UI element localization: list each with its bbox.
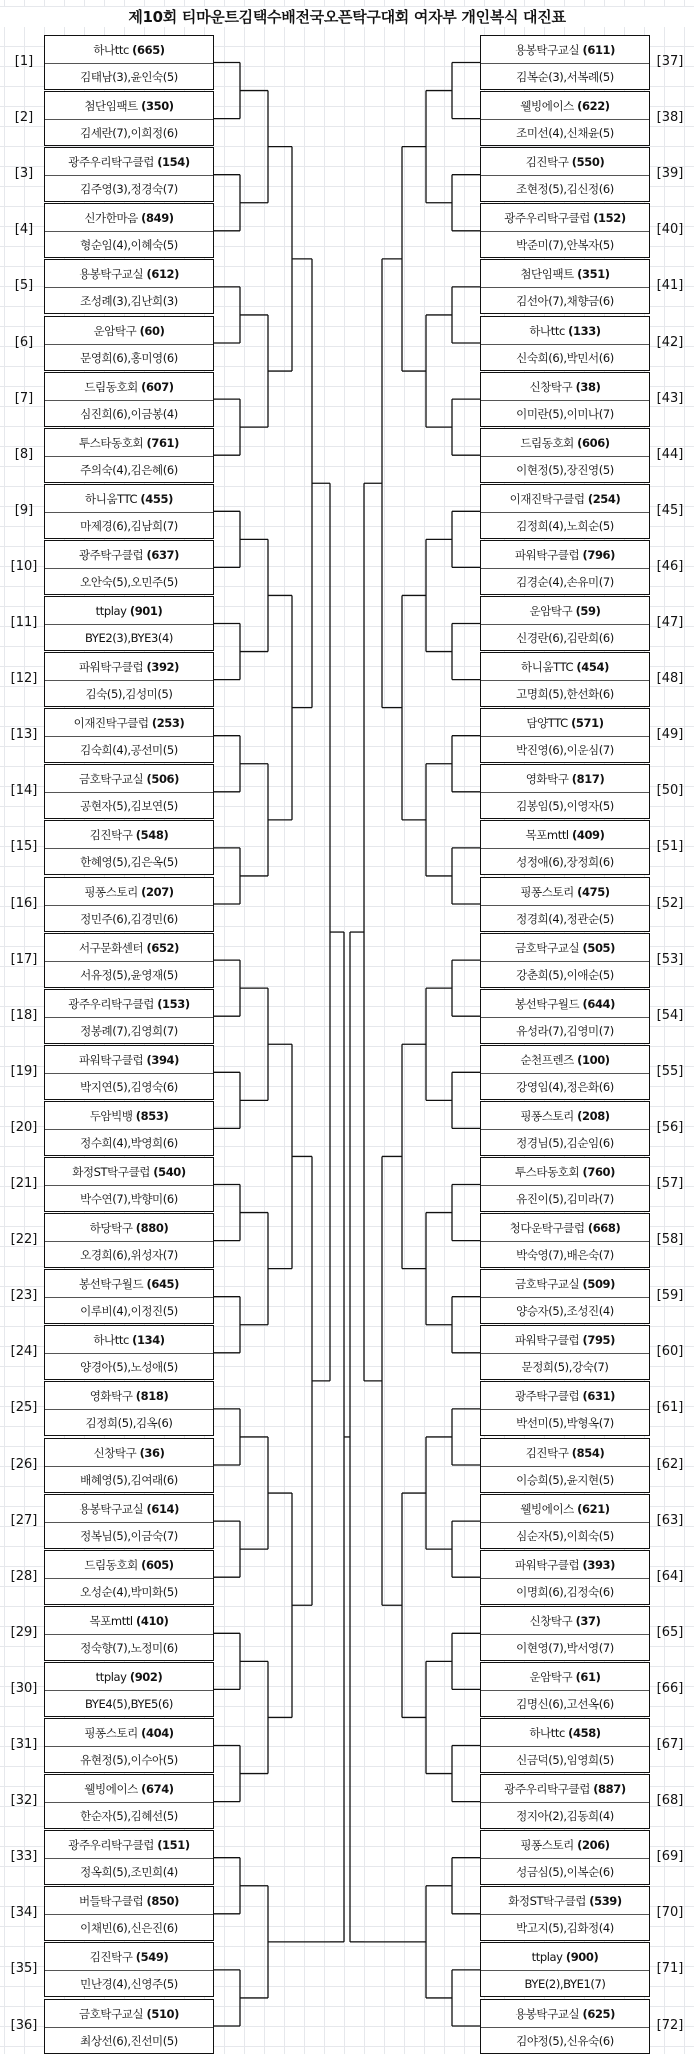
- club-name: 하나ttc: [93, 43, 133, 57]
- player-names: 박숙영(7),배은숙(7): [516, 1248, 614, 1263]
- seed-number: [15]: [10, 839, 38, 855]
- player-names: 심진희(6),이금봉(4): [80, 406, 178, 421]
- player-names: 유성라(7),김영미(7): [516, 1023, 614, 1038]
- seed-number: [36]: [10, 2017, 38, 2033]
- entry-number: (901): [129, 604, 163, 618]
- page-title: 제10회 티마운트김택수배전국오픈탁구대회 여자부 개인복식 대진표: [0, 7, 694, 27]
- player-names: 유현정(5),이수아(5): [80, 1753, 178, 1767]
- entry-number: (614): [146, 1501, 180, 1516]
- seed-number: [13]: [10, 727, 38, 743]
- entry-number: (458): [568, 1726, 601, 1740]
- player-names: 민난경(4),신영주(5): [80, 1977, 178, 1992]
- player-names: 정경희(4),정관순(5): [516, 911, 614, 926]
- seed-number: [56]: [656, 1119, 684, 1135]
- entry-number: (154): [157, 155, 190, 170]
- player-names: 김숙희(4),공선미(5): [80, 743, 178, 758]
- entry-number: (61): [575, 1669, 601, 1684]
- seed-number: [32]: [10, 1793, 38, 1809]
- player-names: 신숙희(6),박민서(6): [516, 350, 614, 365]
- seed-number: [12]: [10, 671, 38, 687]
- seed-number: [47]: [656, 615, 684, 630]
- club-name: 핑퐁스토리: [520, 1838, 578, 1853]
- seed-number: [50]: [656, 783, 684, 799]
- player-names: 고명희(5),한선화(6): [516, 687, 614, 702]
- club-name: ttplay: [531, 1950, 566, 1965]
- club-name: 하니움TTC: [85, 491, 141, 506]
- entry-number: (760): [582, 1165, 616, 1179]
- seed-number: [20]: [10, 1119, 38, 1135]
- club-name: 하나ttc: [93, 1333, 133, 1348]
- club-name: 파워탁구클럽: [514, 1557, 583, 1572]
- entry-number: (455): [140, 491, 173, 506]
- player-names: 주의숙(4),김은혜(6): [80, 462, 178, 477]
- club-name: 신창탁구: [93, 1445, 140, 1460]
- entry-number: (350): [141, 99, 174, 114]
- entry-number: (849): [141, 211, 174, 226]
- entry-number: (510): [146, 2006, 180, 2021]
- seed-number: [39]: [656, 166, 684, 182]
- seed-number: [7]: [14, 390, 34, 406]
- player-names: 이미란(5),이미나(7): [516, 406, 614, 421]
- entry-number: (539): [589, 1894, 622, 1909]
- club-name: 하당탁구: [89, 1221, 136, 1236]
- entry-number: (621): [577, 1501, 610, 1516]
- seed-number: [37]: [656, 54, 684, 69]
- club-name: 서구문화센터: [78, 940, 147, 955]
- entry-number: (668): [587, 1221, 621, 1236]
- player-names: 조현정(5),김신정(6): [516, 182, 614, 197]
- entry-number: (153): [157, 996, 190, 1011]
- seed-number: [51]: [656, 839, 684, 855]
- player-names: 정봉례(7),김영희(7): [80, 1023, 178, 1038]
- club-name: 목포mttl: [525, 828, 572, 843]
- club-name: 운암탁구: [529, 604, 576, 618]
- entry-number: (509): [582, 1277, 616, 1292]
- entry-number: (404): [141, 1726, 174, 1740]
- entry-number: (38): [575, 379, 601, 394]
- club-name: 화정ST탁구클럽: [508, 1894, 590, 1909]
- club-name: 화정ST탁구클럽: [72, 1165, 154, 1179]
- player-names: 박진영(6),이운심(7): [516, 743, 614, 758]
- player-names: 신금덕(5),임영희(5): [516, 1753, 614, 1767]
- club-name: ttplay: [95, 604, 130, 618]
- entry-number: (37): [575, 1613, 601, 1628]
- club-name: 영화탁구: [89, 1389, 136, 1404]
- entry-number: (818): [135, 1389, 169, 1404]
- club-name: 신가한마음: [84, 211, 142, 226]
- entry-number: (253): [151, 716, 185, 731]
- entry-number: (817): [571, 772, 605, 787]
- seed-number: [59]: [656, 1288, 684, 1304]
- entry-number: (796): [582, 547, 616, 562]
- seed-number: [23]: [10, 1288, 38, 1304]
- entry-number: (152): [593, 211, 626, 226]
- player-names: 김태남(3),윤인숙(5): [80, 70, 178, 84]
- club-name: 첨단임팩트: [84, 99, 142, 114]
- seed-number: [38]: [656, 110, 684, 126]
- entry-number: (887): [593, 1782, 626, 1797]
- seed-number: [58]: [656, 1232, 684, 1248]
- seed-number: [60]: [656, 1344, 684, 1360]
- entry-number: (652): [146, 940, 180, 955]
- club-name: 파워탁구클럽: [78, 660, 147, 675]
- club-name: 광주탁구클럽: [78, 547, 147, 562]
- entry-number: (622): [577, 99, 610, 114]
- entry-number: (392): [146, 660, 180, 675]
- entry-number: (548): [135, 828, 169, 843]
- seed-number: [33]: [10, 1849, 38, 1865]
- entry-number: (410): [135, 1613, 169, 1628]
- player-names: 문영희(6),홍미영(6): [80, 350, 178, 365]
- seed-number: [61]: [656, 1400, 684, 1416]
- club-name: 금호탁구교실: [78, 772, 147, 787]
- player-names: 김정희(4),노희순(5): [516, 518, 614, 533]
- player-names: 김정희(5),김옥(6): [85, 1416, 173, 1431]
- entry-number: (850): [146, 1894, 180, 1909]
- player-names: 한혜영(5),김은옥(5): [80, 855, 178, 870]
- club-name: 파워탁구클럽: [514, 1333, 583, 1348]
- club-name: 용봉탁구교실: [514, 2006, 583, 2021]
- seed-number: [4]: [14, 222, 34, 238]
- club-name: 김진탁구: [525, 1445, 572, 1460]
- club-name: 하나ttc: [529, 323, 569, 338]
- entry-number: (505): [582, 940, 616, 955]
- club-name: 청다운탁구클럽: [509, 1221, 588, 1236]
- player-names: 정민주(6),김경민(6): [80, 911, 178, 926]
- seed-number: [72]: [656, 2017, 684, 2033]
- seed-number: [2]: [14, 110, 34, 126]
- seed-number: [6]: [14, 334, 34, 350]
- club-name: 신창탁구: [529, 1613, 576, 1628]
- player-names: 정복님(5),이금숙(7): [80, 1528, 178, 1543]
- player-names: 정지아(2),김동희(4): [516, 1809, 614, 1824]
- club-name: 봉선탁구월드: [78, 1277, 147, 1292]
- seed-number: [31]: [10, 1737, 38, 1752]
- player-names: 박선미(5),박형옥(7): [516, 1416, 614, 1431]
- player-names: 서유정(5),윤영재(5): [80, 967, 178, 982]
- entry-number: (900): [565, 1950, 599, 1965]
- club-name: 봉선탁구월드: [514, 996, 583, 1011]
- seed-number: [52]: [656, 895, 684, 911]
- player-names: 김봉임(5),이영자(5): [516, 799, 614, 814]
- player-names: 양경아(5),노성애(5): [80, 1360, 178, 1375]
- seed-number: [46]: [656, 558, 684, 574]
- seed-number: [45]: [656, 502, 684, 518]
- player-names: 신경란(6),김란희(6): [516, 631, 614, 645]
- seed-number: [48]: [656, 671, 684, 687]
- club-name: 투스타동호회: [514, 1165, 583, 1179]
- seed-number: [63]: [656, 1512, 684, 1528]
- entry-number: (151): [157, 1838, 190, 1853]
- entry-number: (612): [146, 267, 180, 282]
- seed-number: [19]: [10, 1063, 38, 1079]
- club-name: 드림동호회: [520, 435, 578, 450]
- player-names: 이현영(7),박서영(7): [516, 1640, 614, 1655]
- club-name: 파워탁구클럽: [514, 547, 583, 562]
- seed-number: [67]: [656, 1737, 684, 1752]
- club-name: 파워탁구클럽: [78, 1052, 147, 1067]
- entry-number: (540): [153, 1165, 186, 1179]
- club-name: 광주우리탁구클럽: [68, 1838, 158, 1853]
- player-names: 문정희(5),강숙(7): [521, 1360, 609, 1375]
- entry-number: (795): [582, 1333, 616, 1348]
- entry-number: (208): [577, 1108, 610, 1123]
- seed-number: [3]: [14, 166, 34, 182]
- player-names: 유진이(5),김미라(7): [516, 1192, 614, 1206]
- player-names: BYE4(5),BYE5(6): [85, 1696, 173, 1711]
- club-name: 금호탁구교실: [514, 1277, 583, 1292]
- club-name: 버들탁구클럽: [78, 1894, 147, 1909]
- seed-number: [57]: [656, 1176, 684, 1191]
- player-names: 김세란(7),이희정(6): [80, 126, 178, 141]
- entry-number: (853): [135, 1108, 169, 1123]
- seed-number: [11]: [10, 615, 38, 630]
- club-name: 목포mttl: [89, 1613, 136, 1628]
- club-name: 두암빅뱅: [89, 1108, 136, 1123]
- seed-number: [43]: [656, 390, 684, 406]
- club-name: 운암탁구: [529, 1669, 576, 1684]
- player-names: 정경님(5),김순임(6): [516, 1135, 614, 1150]
- seed-number: [34]: [10, 1905, 38, 1921]
- seed-number: [1]: [14, 54, 34, 69]
- club-name: 드림동호회: [84, 379, 142, 394]
- entry-number: (644): [582, 996, 616, 1011]
- player-names: 김명신(6),고선옥(6): [516, 1696, 614, 1711]
- seed-number: [5]: [14, 278, 34, 294]
- player-names: 이채빈(6),신은진(6): [80, 1921, 178, 1936]
- player-names: 오안숙(5),오민주(5): [80, 574, 178, 589]
- club-name: 핑퐁스토리: [520, 1108, 578, 1123]
- club-name: 하니움TTC: [521, 660, 577, 675]
- seed-number: [24]: [10, 1344, 38, 1360]
- player-names: 박고지(5),김화정(4): [516, 1921, 614, 1936]
- entry-number: (393): [582, 1557, 616, 1572]
- player-names: 강영임(4),정은화(6): [516, 1079, 614, 1094]
- seed-number: [44]: [656, 446, 684, 462]
- entry-number: (475): [577, 884, 610, 899]
- player-names: 조미선(4),신채윤(5): [516, 126, 614, 141]
- entry-number: (665): [132, 43, 165, 57]
- player-names: 김선아(7),채향금(6): [516, 294, 614, 309]
- club-name: 투스타동호회: [78, 435, 147, 450]
- seed-number: [41]: [656, 278, 684, 294]
- seed-number: [49]: [656, 727, 684, 743]
- player-names: 정수희(4),박영희(6): [80, 1135, 178, 1150]
- seed-number: [18]: [10, 1007, 38, 1023]
- entry-number: (100): [577, 1052, 610, 1067]
- seed-number: [55]: [656, 1063, 684, 1079]
- entry-number: (549): [135, 1950, 169, 1965]
- club-name: ttplay: [95, 1669, 130, 1684]
- club-name: 용봉탁구교실: [78, 267, 147, 282]
- player-names: 이승희(5),윤지현(5): [516, 1472, 614, 1487]
- entry-number: (674): [141, 1782, 174, 1797]
- club-name: 광주우리탁구클럽: [504, 211, 594, 226]
- seed-number: [29]: [10, 1624, 38, 1640]
- club-name: 핑퐁스토리: [84, 884, 142, 899]
- entry-number: (880): [135, 1221, 169, 1236]
- seed-number: [69]: [656, 1849, 684, 1865]
- player-names: 강춘희(5),이애순(5): [516, 967, 614, 982]
- player-names: BYE2(3),BYE3(4): [85, 631, 173, 645]
- player-names: 오경희(6),위성자(7): [80, 1248, 178, 1263]
- club-name: 웰빙에이스: [520, 1501, 578, 1516]
- player-names: 이루비(4),이정진(5): [80, 1304, 178, 1319]
- player-names: 한순자(5),김혜선(5): [80, 1809, 178, 1824]
- player-names: 이현정(5),장진영(5): [516, 462, 614, 477]
- club-name: 이재진탁구클럽: [73, 716, 152, 731]
- seed-number: [65]: [656, 1624, 684, 1640]
- club-name: 용봉탁구교실: [514, 43, 583, 57]
- seed-number: [21]: [10, 1176, 38, 1191]
- seed-number: [30]: [10, 1680, 38, 1696]
- club-name: 금호탁구교실: [78, 2006, 147, 2021]
- entry-number: (571): [571, 716, 604, 731]
- entry-number: (611): [582, 43, 616, 57]
- player-names: 김야정(5),신유숙(6): [516, 2033, 614, 2048]
- seed-number: [68]: [656, 1793, 684, 1809]
- player-names: 형순임(4),이혜숙(5): [80, 238, 178, 253]
- player-names: 심순자(5),이희숙(5): [516, 1528, 614, 1543]
- player-names: 정숙향(7),노정미(6): [80, 1640, 178, 1655]
- club-name: 용봉탁구교실: [78, 1501, 147, 1516]
- seed-number: [53]: [656, 951, 684, 967]
- entry-number: (605): [141, 1557, 174, 1572]
- seed-number: [71]: [656, 1961, 684, 1977]
- club-name: 김진탁구: [89, 1950, 136, 1965]
- entry-number: (409): [571, 828, 605, 843]
- club-name: 김진탁구: [525, 155, 572, 170]
- club-name: 광주우리탁구클럽: [68, 155, 158, 170]
- entry-number: (394): [146, 1052, 180, 1067]
- entry-number: (902): [129, 1669, 163, 1684]
- player-names: 이명희(6),김정숙(6): [516, 1584, 614, 1599]
- player-names: 정옥희(5),조민희(4): [80, 1865, 178, 1880]
- player-names: 김숙(5),김성미(5): [85, 687, 173, 702]
- seed-number: [14]: [10, 783, 38, 799]
- seed-number: [17]: [10, 951, 38, 967]
- seed-number: [28]: [10, 1568, 38, 1584]
- player-names: 배혜영(5),김여래(6): [80, 1472, 178, 1487]
- player-names: 조성례(3),김난희(3): [80, 294, 178, 309]
- entry-number: (351): [577, 267, 610, 282]
- seed-number: [62]: [656, 1456, 684, 1472]
- seed-number: [35]: [10, 1961, 38, 1977]
- entry-number: (206): [577, 1838, 610, 1853]
- club-name: 영화탁구: [525, 772, 572, 787]
- player-names: 마제경(6),김남희(7): [80, 518, 178, 533]
- club-name: 금호탁구교실: [514, 940, 583, 955]
- seed-number: [22]: [10, 1232, 38, 1248]
- entry-number: (631): [582, 1389, 616, 1404]
- player-names: 양승자(5),조성진(4): [516, 1304, 614, 1319]
- entry-number: (625): [582, 2006, 616, 2021]
- club-name: 운암탁구: [93, 323, 140, 338]
- entry-number: (454): [576, 660, 609, 675]
- player-names: BYE(2),BYE1(7): [524, 1977, 606, 1992]
- seed-number: [70]: [656, 1905, 684, 1921]
- player-names: 박지연(5),김영숙(6): [80, 1079, 178, 1094]
- club-name: 하나ttc: [529, 1726, 569, 1740]
- entry-number: (133): [568, 323, 601, 338]
- entry-number: (645): [146, 1277, 180, 1292]
- entry-number: (134): [132, 1333, 165, 1348]
- club-name: 첨단임팩트: [520, 267, 578, 282]
- player-names: 성정애(6),장정희(6): [516, 855, 614, 870]
- entry-number: (637): [146, 547, 180, 562]
- seed-number: [26]: [10, 1456, 38, 1472]
- seed-number: [10]: [10, 558, 38, 574]
- player-names: 김주영(3),정경숙(7): [80, 182, 178, 197]
- club-name: 드림동호회: [84, 1557, 142, 1572]
- entry-number: (854): [571, 1445, 605, 1460]
- club-name: 신창탁구: [529, 379, 576, 394]
- player-names: 박준미(7),안복자(5): [516, 238, 614, 253]
- player-names: 박수연(7),박향미(6): [80, 1192, 178, 1206]
- club-name: 핑퐁스토리: [84, 1726, 142, 1740]
- seed-number: [9]: [14, 502, 34, 518]
- entry-number: (60): [139, 323, 165, 338]
- seed-number: [16]: [10, 895, 38, 911]
- seed-number: [42]: [656, 334, 684, 350]
- club-name: 순천프렌즈: [520, 1052, 578, 1067]
- club-name: 광주우리탁구클럽: [68, 996, 158, 1011]
- entry-number: (606): [577, 435, 610, 450]
- seed-number: [8]: [14, 446, 34, 462]
- player-names: 김경순(4),손유미(7): [516, 574, 614, 589]
- seed-number: [40]: [656, 222, 684, 238]
- entry-number: (506): [146, 772, 180, 787]
- seed-number: [54]: [656, 1007, 684, 1023]
- seed-number: [66]: [656, 1680, 684, 1696]
- club-name: 광주탁구클럽: [514, 1389, 583, 1404]
- player-names: 김복순(3),서복례(5): [516, 70, 614, 84]
- player-names: 오성순(4),박미화(5): [80, 1584, 178, 1599]
- entry-number: (59): [575, 604, 601, 618]
- player-names: 성금심(5),이복순(6): [516, 1865, 614, 1880]
- entry-number: (761): [146, 435, 180, 450]
- club-name: 핑퐁스토리: [520, 884, 578, 899]
- club-name: 김진탁구: [89, 828, 136, 843]
- entry-number: (254): [587, 491, 621, 506]
- seed-number: [27]: [10, 1512, 38, 1528]
- entry-number: (207): [141, 884, 174, 899]
- club-name: 담양TTC: [526, 716, 572, 731]
- player-names: 공현자(5),김보연(5): [80, 799, 178, 814]
- entry-number: (607): [141, 379, 174, 394]
- club-name: 웰빙에이스: [84, 1782, 142, 1797]
- club-name: 광주우리탁구클럽: [504, 1782, 594, 1797]
- player-names: 최상선(6),진선미(5): [80, 2033, 178, 2048]
- entry-number: (550): [571, 155, 605, 170]
- entry-number: (36): [139, 1445, 165, 1460]
- seed-number: [64]: [656, 1568, 684, 1584]
- seed-number: [25]: [10, 1400, 38, 1416]
- club-name: 웰빙에이스: [520, 99, 578, 114]
- club-name: 이재진탁구클럽: [509, 491, 588, 506]
